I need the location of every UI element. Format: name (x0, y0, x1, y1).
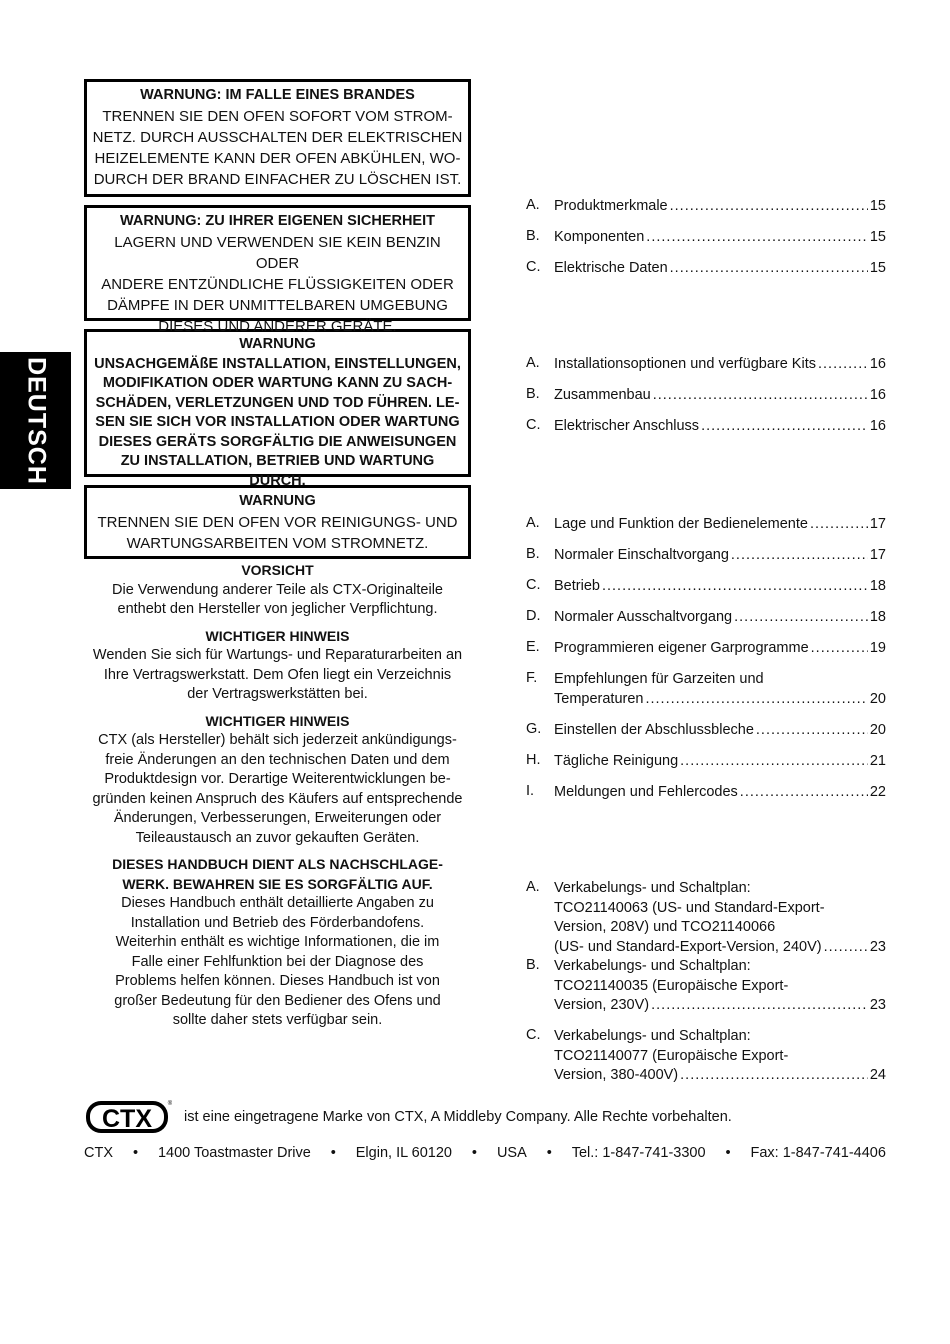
address-part: USA (496, 1145, 527, 1161)
toc-dot-leader (670, 197, 868, 217)
toc-entry-leader-line (554, 417, 886, 437)
toc-page-number: 16 (869, 387, 886, 403)
toc-label: (US- und Standard-Export-Version, 240V) (554, 938, 822, 955)
toc-entry-leader-line (554, 577, 886, 597)
toc-entry-leader-line (554, 355, 886, 375)
toc-entry-body (554, 670, 886, 709)
toc-dot-leader (811, 639, 868, 659)
toc-entry (526, 577, 886, 608)
warning-line: DÄMPFE IN DER UNMITTELBAREN UMGEBUNG (107, 297, 448, 314)
toc-entry-line: TCO21140035 (Europäische Export- (554, 977, 789, 994)
toc-label: Meldungen und Fehlercodes (554, 783, 738, 800)
toc-entry-body (554, 752, 886, 772)
toc-page-number: 18 (869, 609, 886, 625)
toc-page-number: 15 (869, 260, 886, 276)
toc-entry-body (554, 546, 886, 566)
warning-line: DIESES GERÄTS SORGFÄLTIG DIE ANWEISUNGEN (98, 433, 457, 450)
toc-dot-leader (680, 1066, 868, 1086)
toc-dot-leader (645, 690, 867, 710)
address-separator: • (471, 1145, 477, 1161)
note-line: Änderungen, Verbesserungen, Erweiterungen oder (113, 810, 442, 826)
warning-line: SCHÄDEN, VERLETZUNGEN UND TOD FÜHREN. LE- (95, 394, 460, 411)
warning-box-disconnect (84, 485, 471, 559)
note-line: sollte daher stets verfügbar sein. (172, 1012, 383, 1028)
note-heading: WICHTIGER HINWEIS (205, 627, 350, 644)
toc-label: Betrieb (554, 578, 600, 594)
toc-letter: B. (526, 386, 540, 402)
toc-dot-leader (670, 259, 868, 279)
warning-line: MODIFIKATION ODER WARTUNG KANN ZU SACH- (102, 375, 453, 391)
note-changes (84, 712, 471, 849)
toc-entry-leader-line (554, 197, 886, 217)
toc-group-operation (526, 515, 886, 814)
note-line: enthebt den Hersteller von jeglicher Verpflichtung. (117, 601, 438, 617)
toc-dot-leader (818, 355, 868, 375)
warning-line: WARTUNGSARBEITEN VOM STROMNETZ. (126, 535, 429, 552)
toc-group-installation (526, 355, 886, 448)
warning-box-fire (84, 79, 471, 197)
toc-letter: B. (526, 228, 540, 244)
toc-entry-body (554, 355, 886, 375)
toc-letter: F. (526, 670, 538, 686)
toc-page-number: 20 (869, 721, 886, 738)
toc-label: Version, 230V) (554, 997, 650, 1013)
warning-line: ANDERE ENTZÜNDLICHE FLÜSSIGKEITEN ODER (101, 276, 454, 293)
toc-page-number: 17 (869, 516, 886, 532)
toc-letter: C. (526, 417, 541, 433)
toc-entry (526, 515, 886, 546)
toc-page-number: 16 (869, 356, 886, 372)
toc-entry-leader-line (554, 752, 886, 772)
note-line: Falle einer Fehlfunktion bei der Diagnose des (131, 953, 424, 970)
toc-entry-leader-line (554, 1066, 886, 1086)
toc-page-number: 20 (869, 690, 886, 707)
toc-letter: D. (526, 608, 541, 624)
toc-entry-body (554, 197, 886, 217)
note-line: Wenden Sie sich für Wartungs- und Reparaturarbeiten an (92, 647, 463, 663)
toc-dot-leader (680, 752, 868, 772)
toc-label: Lage und Funktion der Bedienelemente (554, 516, 808, 532)
toc-entry-leader-line (554, 938, 886, 958)
note-line: Problems helfen können. Dieses Handbuch ist von (115, 973, 440, 989)
warning-line: TRENNEN SIE DEN OFEN VOR REINIGUNGS- UND (97, 514, 458, 531)
toc-group-general (526, 197, 886, 290)
logo-text: CTX (102, 1105, 152, 1133)
toc-entry-leader-line (554, 515, 886, 535)
address-part: 1400 Toastmaster Drive (157, 1145, 311, 1161)
toc-label: Normaler Einschaltvorgang (554, 547, 729, 563)
note-caution (84, 561, 471, 620)
toc-entry-line: Version, 208V) und TCO21140066 (554, 919, 776, 935)
language-tab-label: DEUTSCH (22, 356, 50, 485)
warning-heading: WARNUNG: IM FALLE EINES BRANDES (140, 87, 415, 103)
toc-entry-leader-line (554, 546, 886, 566)
toc-letter: C. (526, 1027, 541, 1043)
toc-entry-body (554, 417, 886, 437)
toc-entry (526, 197, 886, 228)
warning-line: NETZ. DURCH AUSSCHALTEN DER ELEKTRISCHEN (92, 129, 463, 146)
toc-entry-line: Verkabelungs- und Schaltplan: (554, 880, 751, 896)
ctx-logo (84, 1098, 172, 1136)
warning-line: DIESES UND ANDERER GERÄTE. (158, 318, 397, 335)
note-heading: WICHTIGER HINWEIS (205, 712, 350, 729)
toc-entry-body (554, 879, 886, 957)
warning-line: LAGERN UND VERWENDEN SIE KEIN BENZIN ODER (114, 234, 441, 272)
toc-label: Einstellen der Abschlussbleche (554, 721, 754, 738)
toc-entry-body (554, 228, 886, 248)
toc-entry-body (554, 957, 886, 1016)
toc-dot-leader (756, 721, 868, 741)
toc-letter: B. (526, 957, 540, 973)
toc-dot-leader (701, 417, 868, 437)
toc-page-number: 22 (869, 783, 886, 800)
toc-entry-body (554, 577, 886, 597)
toc-entry (526, 639, 886, 670)
address-separator: • (546, 1145, 552, 1161)
toc-entry-body (554, 259, 886, 279)
note-heading: WERK. BEWAHREN SIE ES SORGFÄLTIG AUF. (122, 875, 433, 892)
toc-label: Tägliche Reinigung (554, 752, 679, 769)
toc-entry-leader-line (554, 783, 886, 803)
toc-entry-leader-line (554, 386, 886, 406)
toc-label: Version, 380-400V) (554, 1067, 679, 1083)
toc-label: Elektrische Daten (554, 260, 668, 276)
toc-dot-leader (646, 228, 868, 248)
address-separator: • (725, 1145, 731, 1161)
address-part: Tel.: 1-847-741-3300 (571, 1145, 706, 1161)
toc-dot-leader (734, 608, 868, 628)
toc-label: Temperaturen (554, 690, 644, 707)
note-line: Ihre Vertragswerkstatt. Dem Ofen liegt ein Verzeichnis (103, 666, 452, 683)
note-manual (84, 855, 471, 1031)
toc-letter: B. (526, 546, 540, 562)
address-part: Elgin, IL 60120 (355, 1145, 452, 1161)
language-tab (0, 352, 71, 489)
toc-entry-body (554, 386, 886, 406)
toc-entry (526, 752, 886, 783)
toc-letter: A. (526, 879, 540, 895)
toc-entry (526, 879, 886, 957)
toc-letter: C. (526, 259, 541, 275)
toc-entry-line: Verkabelungs- und Schaltplan: (554, 1028, 751, 1044)
toc-page-number: 15 (869, 229, 886, 245)
toc-entry-body (554, 515, 886, 535)
note-heading: DIESES HANDBUCH DIENT ALS NACHSCHLAGE- (112, 856, 443, 872)
toc-entry (526, 417, 886, 448)
toc-dot-leader (731, 546, 868, 566)
toc-entry (526, 670, 886, 721)
toc-label: Zusammenbau (554, 387, 651, 403)
toc-letter: A. (526, 197, 540, 213)
toc-page-number: 21 (869, 752, 886, 769)
warning-line: ZU INSTALLATION, BETRIEB UND WARTUNG DURCH. (120, 453, 435, 489)
warning-heading: WARNUNG (239, 336, 316, 352)
toc-entry-body (554, 608, 886, 628)
address-separator: • (132, 1145, 139, 1161)
toc-entry-body (554, 721, 886, 741)
toc-letter: G. (526, 720, 542, 737)
toc-entry-line: Verkabelungs- und Schaltplan: (554, 958, 751, 974)
note-line: gründen keinen Anspruch des Käufers auf entsprechende (92, 790, 463, 807)
address-separator: • (330, 1145, 336, 1161)
toc-entry (526, 608, 886, 639)
trademark-text: ist eine eingetragene Marke von CTX, A Middleby Company. Alle Rechte vorbehalten. (184, 1109, 732, 1125)
toc-label: Elektrischer Anschluss (554, 418, 700, 434)
warning-line: HEIZELEMENTE KANN DER OFEN ABKÜHLEN, WO- (94, 150, 461, 167)
toc-page-number: 17 (869, 547, 886, 563)
toc-entry-leader-line (554, 690, 886, 710)
note-line: Dieses Handbuch enthält detaillierte Angaben zu (121, 895, 434, 911)
toc-entry-body (554, 639, 886, 659)
warning-heading: WARNUNG (239, 493, 316, 509)
toc-entry (526, 783, 886, 814)
toc-page-number: 18 (869, 578, 886, 594)
safety-column (84, 79, 471, 1038)
toc-entry (526, 721, 886, 752)
warning-line: UNSACHGEMÄßE INSTALLATION, EINSTELLUNGEN, (94, 355, 461, 372)
toc-dot-leader (810, 515, 868, 535)
note-line: der Vertragswerkstätten bei. (187, 686, 368, 702)
toc-dot-leader (824, 938, 868, 958)
toc-label: Komponenten (554, 229, 645, 245)
toc-letter: A. (526, 355, 540, 371)
toc-entry-leader-line (554, 228, 886, 248)
toc-label: Produktmerkmale (554, 198, 668, 214)
toc-entry-leader-line (554, 721, 886, 741)
toc-letter: C. (526, 577, 541, 593)
warning-line: TRENNEN SIE DEN OFEN SOFORT VOM STROM- (102, 108, 453, 125)
toc-entry-line: TCO21140063 (US- und Standard-Export- (554, 899, 825, 916)
toc-page-number: 23 (869, 938, 886, 955)
toc-entry (526, 546, 886, 577)
note-line: großer Bedeutung für den Bediener des Ofens und (114, 992, 441, 1009)
logo-registered-mark: ® (167, 1101, 172, 1107)
toc-entry-body (554, 783, 886, 803)
warning-box-installation (84, 329, 471, 489)
toc-page-number: 16 (869, 418, 886, 434)
toc-dot-leader (653, 386, 868, 406)
toc-letter: E. (526, 639, 540, 655)
toc-page-number: 24 (869, 1067, 886, 1083)
toc-entry (526, 259, 886, 290)
address-part: Fax: 1-847-741-4406 (750, 1145, 886, 1161)
toc-dot-leader (740, 783, 868, 803)
toc-entry-line: Empfehlungen für Garzeiten und (554, 671, 764, 687)
address-part: CTX (84, 1145, 113, 1161)
toc-group-wiring (526, 879, 886, 1097)
note-service (84, 627, 471, 705)
note-line: CTX (als Hersteller) behält sich jederzeit ankündigungs- (98, 732, 457, 748)
toc-entry-leader-line (554, 259, 886, 279)
note-line: Die Verwendung anderer Teile als CTX-Originalteile (112, 581, 443, 598)
toc-entry-leader-line (554, 996, 886, 1016)
toc-dot-leader (602, 577, 868, 597)
toc-letter: A. (526, 515, 540, 531)
toc-entry-leader-line (554, 608, 886, 628)
toc-entry (526, 386, 886, 417)
toc-page-number: 23 (869, 997, 886, 1013)
toc-letter: I. (526, 782, 535, 799)
toc-entry (526, 1027, 886, 1097)
toc-page-number: 15 (869, 198, 886, 214)
note-line: Installation und Betrieb des Förderbandofens. (130, 914, 425, 931)
warning-heading: WARNUNG: ZU IHRER EIGENEN SICHERHEIT (120, 213, 435, 229)
note-heading: VORSICHT (241, 562, 314, 578)
toc-page-number: 19 (869, 640, 886, 656)
toc-entry (526, 228, 886, 259)
toc-entry-body (554, 1027, 886, 1086)
toc-label: Normaler Ausschaltvorgang (554, 609, 733, 625)
note-line: freie Änderungen an den technischen Daten und dem (105, 751, 450, 768)
toc-letter: H. (526, 751, 541, 768)
note-line: Weiterhin enthält es wichtige Informationen, die im (115, 934, 440, 950)
toc-entry (526, 355, 886, 386)
warning-box-safety (84, 205, 471, 335)
warning-line: SEN SIE SICH VOR INSTALLATION ODER WARTUNG (95, 414, 460, 430)
note-line: Teileaustausch an zuvor gekauften Geräten. (135, 829, 420, 846)
toc-label: Programmieren eigener Garprogramme (554, 640, 809, 656)
toc-entry (526, 957, 886, 1027)
toc-dot-leader (651, 996, 868, 1016)
note-line: Produktdesign vor. Derartige Weiterentwicklungen be- (104, 771, 451, 787)
warning-line: DURCH DER BRAND EINFACHER ZU LÖSCHEN IST. (93, 171, 462, 188)
toc-label: Installationsoptionen und verfügbare Kits (554, 356, 816, 372)
address-line (84, 1145, 886, 1161)
toc-entry-line: TCO21140077 (Europäische Export- (554, 1047, 789, 1064)
toc-entry-leader-line (554, 639, 886, 659)
